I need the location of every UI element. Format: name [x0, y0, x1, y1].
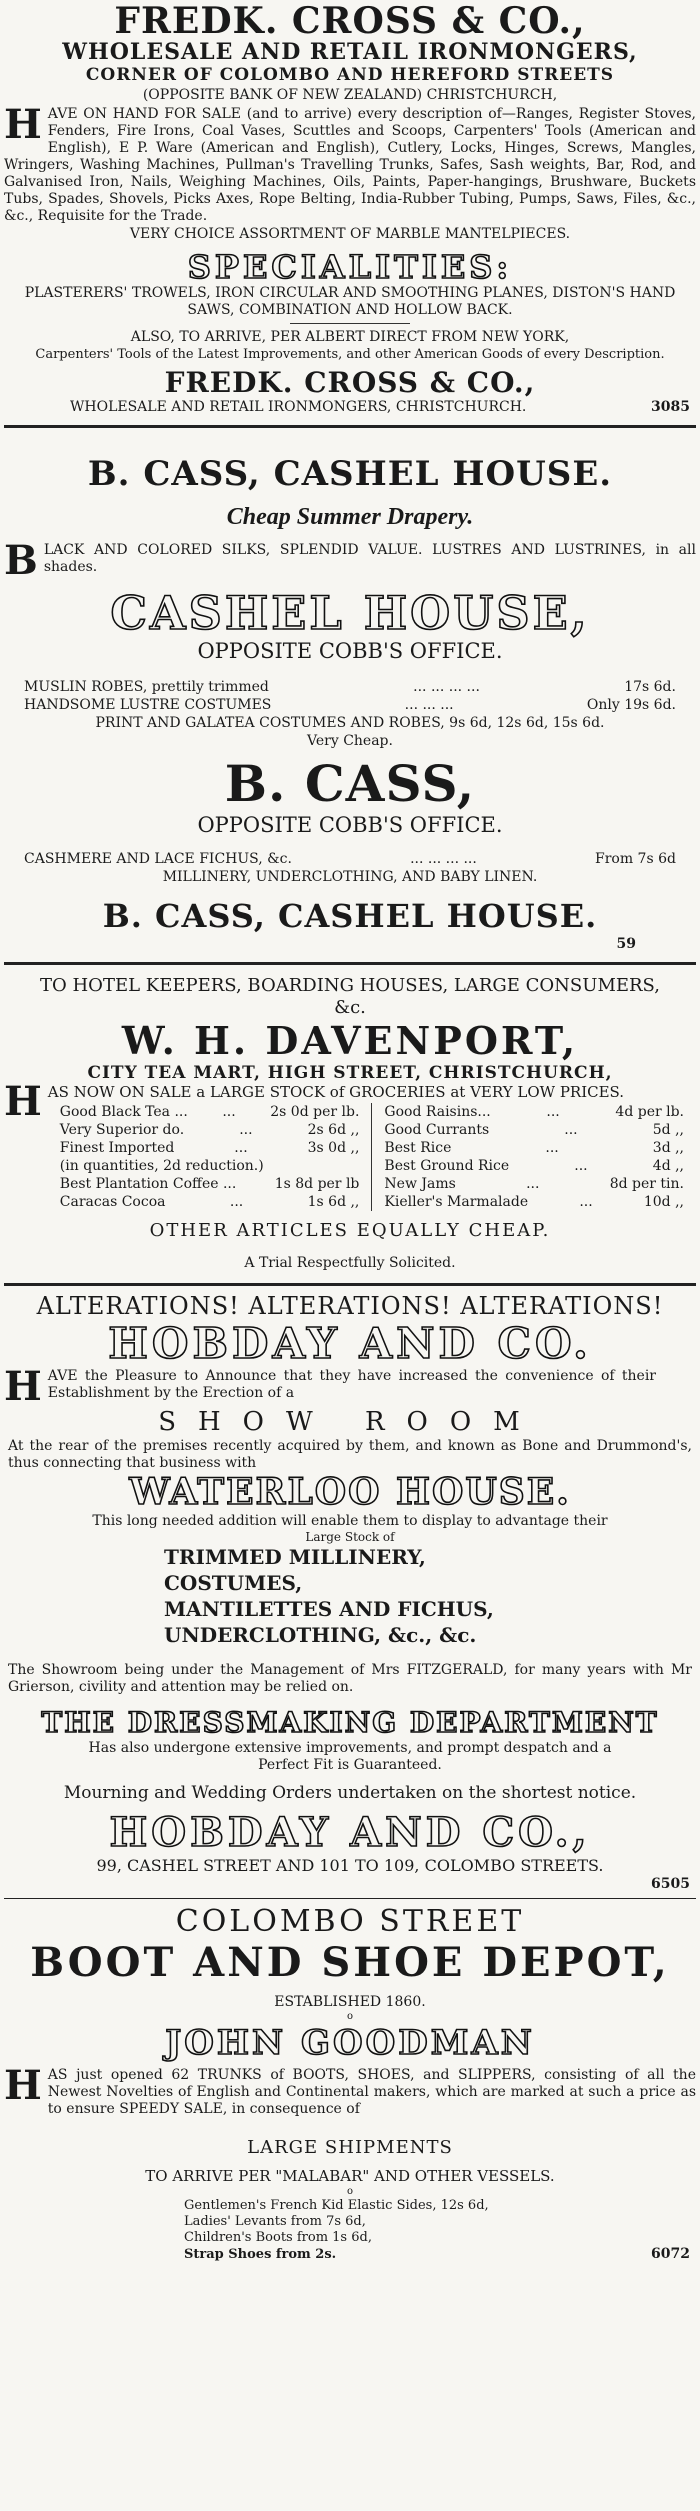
price-name: Good Black Tea ... [59, 1104, 188, 1120]
price-row [60, 1139, 360, 1157]
goodman-body-text: AS just opened 62 TRUNKS of BOOTS, SHOES, and SLIPPERS, consisting of all the Newest Novelties of English and Continental makers, which are marked at such a price as to ensure SPEEDY SALE, in consequence of [47, 2067, 696, 2117]
goodman-title: JOHN GOODMAN [165, 2023, 535, 2063]
price-row [60, 1157, 360, 1175]
hobday-footer: HOBDAY AND CO., [109, 1809, 591, 1856]
divider-2 [4, 962, 696, 965]
price-dots: ... [526, 1176, 540, 1192]
price-value: 4d ,, [652, 1158, 685, 1174]
price-row [384, 1157, 684, 1175]
davenport-right-col [372, 1103, 696, 1211]
price-row [384, 1121, 684, 1139]
cass-title: B. CASS, CASHEL HOUSE. [87, 454, 613, 494]
hobday-undergone: Has also undergone extensive improvements, and prompt despatch and a [88, 1740, 612, 1756]
divider-3 [4, 1283, 696, 1286]
price-value: 3d ,, [652, 1140, 685, 1156]
hobday-ref-row [4, 1876, 696, 1892]
price-row [384, 1139, 684, 1157]
cross-marble: VERY CHOICE ASSORTMENT OF MARBLE MANTELPIECES. [129, 226, 571, 242]
price-dots: ... [564, 1122, 578, 1138]
price-name: Best Ground Rice [384, 1158, 510, 1174]
hobday-stock-list [4, 1544, 696, 1648]
price-dots: ... [239, 1122, 253, 1138]
cass-item-name: MUSLIN ROBES, prettily trimmed [24, 679, 269, 695]
cass-opposite: OPPOSITE COBB'S OFFICE. [197, 639, 503, 663]
goodman-depot: BOOT AND SHOE DEPOT, [30, 1939, 670, 1986]
price-row [60, 1103, 360, 1121]
hobday-mourning: Mourning and Wedding Orders undertaken on the shortest notice. [63, 1783, 637, 1803]
price-row [384, 1175, 684, 1193]
price-row [384, 1193, 684, 1211]
cass-very-cheap: Very Cheap. [307, 733, 393, 749]
cass-millinery: MILLINERY, UNDERCLOTHING, AND BABY LINEN. [162, 869, 538, 885]
cass-cashmere: CASHMERE AND LACE FICHUS, &c. [24, 851, 292, 867]
price-row [384, 1103, 684, 1121]
cross-ref: 3085 [651, 399, 690, 415]
cross-footer-row [4, 399, 696, 415]
cross-footer-sub: WHOLESALE AND RETAIL IRONMONGERS, CHRISTCHURCH. [70, 399, 527, 415]
price-value: 10d ,, [643, 1194, 684, 1210]
cass-cashmere-row [4, 850, 696, 868]
price-value: 4d per lb. [615, 1104, 685, 1120]
davenport-sale-text: AS NOW ON SALE a LARGE STOCK of GROCERIES at VERY LOW PRICES. [47, 1083, 625, 1101]
hobday-advert [4, 1292, 696, 1892]
cross-title: FREDK. CROSS & CO., [114, 0, 586, 42]
hobday-ref: 6505 [651, 1876, 690, 1892]
hobday-dressmaking: THE DRESSMAKING DEPARTMENT [41, 1706, 659, 1739]
hobday-large-stock: Large Stock of [305, 1530, 395, 1544]
goodman-o2: o [346, 2186, 354, 2197]
price-value: 5d ,, [652, 1122, 684, 1138]
price-dots: ... [574, 1158, 588, 1174]
goodman-line: Children's Boots from 1s 6d, [184, 2230, 372, 2245]
goodman-line: Ladies' Levants from 7s 6d, [184, 2214, 366, 2229]
price-value: 1s 6d ,, [307, 1194, 360, 1210]
divider-4 [4, 1898, 696, 1899]
hobday-enable: This long needed addition will enable them to display to advantage their [92, 1513, 608, 1529]
cass-silks [4, 537, 696, 584]
hobday-waterloo: WATERLOO HOUSE. [129, 1471, 571, 1513]
cass-cheap: Cheap Summer Drapery. [226, 504, 474, 530]
cass-item-price: Only 19s 6d. [586, 697, 676, 713]
goodman-large: LARGE SHIPMENTS [247, 2137, 453, 2158]
cross-specialities: SPECIALITIES: [187, 248, 513, 286]
price-value: 3s 0d ,, [307, 1140, 360, 1156]
price-name: Good Raisins... [384, 1104, 491, 1120]
price-row [60, 1193, 360, 1211]
davenport-title: W. H. DAVENPORT, [121, 1018, 579, 1063]
price-name: New Jams [384, 1176, 456, 1192]
davenport-advert [4, 971, 696, 1273]
price-name: (in quantities, 2d reduction.) [59, 1158, 264, 1174]
cass-item-price: 17s 6d. [624, 679, 676, 695]
hobday-showroom: The Showroom being under the Management of Mrs FITZGERALD, for many years with Mr Grierson, civility and attention may be relied on. [8, 1662, 692, 1695]
stock-item: MANTILETTES AND FICHUS, [164, 1597, 494, 1621]
price-name: Caracas Cocoa [59, 1194, 166, 1210]
cass-dropcap: B [4, 537, 38, 584]
hobday-intro [4, 1363, 696, 1410]
goodman-established: ESTABLISHED 1860. [274, 1994, 426, 2010]
hobday-show: SHOW ROOM [158, 1407, 542, 1437]
cass-cashmere-dots: ... ... ... ... [410, 851, 477, 867]
cross-spec-text: PLASTERERS' TROWELS, IRON CIRCULAR AND SMOOTHING PLANES, DISTON'S HAND SAWS, COMBINATION AND HOLLOW BACK. [24, 285, 676, 318]
goodman-advert [4, 1905, 696, 2263]
cass-cashmere-price: From 7s 6d [595, 851, 676, 867]
price-name: Good Currants [384, 1122, 490, 1138]
cross-footer-title: FREDK. CROSS & CO., [164, 366, 536, 399]
price-value: 2s 0d per lb. [270, 1104, 360, 1120]
cass-item-dots: ... ... ... [404, 697, 454, 713]
cass-silks-text: LACK AND COLORED SILKS, SPLENDID VALUE. LUSTRES AND LUSTRINES, in all shades. [43, 542, 696, 575]
goodman-ref: 6072 [651, 2246, 690, 2262]
price-dots: ... [229, 1194, 244, 1210]
cass-item-name: HANDSOME LUSTRE COSTUMES [24, 697, 272, 713]
price-dots: ... [546, 1104, 560, 1120]
hobday-rear: At the rear of the premises recently acquired by them, and known as Bone and Drummond's, thus connecting that business with [8, 1438, 692, 1471]
cross-opposite: (OPPOSITE BANK OF NEW ZEALAND) CHRISTCHURCH, [142, 87, 558, 103]
price-dots: ... [234, 1140, 248, 1156]
cross-subtitle: WHOLESALE AND RETAIL IRONMONGERS, [62, 39, 638, 65]
davenport-trial: A Trial Respectfully Solicited. [244, 1255, 456, 1271]
cass-footer: B. CASS, CASHEL HOUSE. [102, 897, 598, 935]
cass-ref-row [4, 936, 696, 952]
price-row [60, 1175, 360, 1193]
cass-cashel: CASHEL HOUSE, [110, 586, 590, 640]
davenport-price-table [48, 1103, 696, 1211]
cross-advert [4, 0, 696, 415]
stock-item: UNDERCLOTHING, &c., &c. [164, 1623, 477, 1647]
cross-carpenters: Carpenters' Tools of the Latest Improvements, and other American Goods of every Description. [35, 347, 665, 362]
cross-short-rule [290, 323, 410, 324]
price-value: 8d per tin. [609, 1176, 684, 1192]
cass-print: PRINT AND GALATEA COSTUMES AND ROBES, 9s 6d, 12s 6d, 15s 6d. [95, 715, 605, 731]
goodman-line: Gentlemen's French Kid Elastic Sides, 12s 6d, [184, 2198, 489, 2213]
davenport-address: CITY TEA MART, HIGH STREET, CHRISTCHURCH, [87, 1063, 613, 1083]
price-name: Very Superior do. [59, 1122, 185, 1138]
goodman-dropcap: H [4, 2062, 42, 2109]
price-dots: ... [222, 1104, 236, 1120]
cass-bcass: B. CASS, [224, 754, 476, 813]
cass-item-0 [4, 678, 696, 696]
goodman-lines [4, 2198, 696, 2263]
goodman-line: Strap Shoes from 2s. [184, 2247, 337, 2262]
stock-item: TRIMMED MILLINERY, [164, 1545, 426, 1569]
cass-opposite2: OPPOSITE COBB'S OFFICE. [197, 813, 503, 837]
goodman-colombo: COLOMBO STREET [175, 1904, 525, 1939]
hobday-dropcap: H [4, 1363, 42, 1410]
hobday-title: HOBDAY AND CO. [108, 1319, 592, 1368]
hobday-alterations: ALTERATIONS! ALTERATIONS! ALTERATIONS! [36, 1292, 664, 1320]
goodman-o: o [346, 2011, 354, 2022]
davenport-dropcap: H [4, 1078, 42, 1125]
hobday-perfect: Perfect Fit is Guaranteed. [258, 1757, 442, 1773]
price-dots: ... [579, 1194, 593, 1210]
goodman-body [4, 2062, 696, 2118]
price-name: Best Rice [384, 1140, 452, 1156]
price-name: Best Plantation Coffee ... [59, 1176, 237, 1192]
price-value: 1s 8d per lb [274, 1176, 360, 1192]
cross-arrive: ALSO, TO ARRIVE, PER ALBERT DIRECT FROM NEW YORK, [130, 329, 570, 345]
cass-ref: 59 [616, 936, 636, 952]
stock-item: COSTUMES, [164, 1571, 303, 1595]
goodman-arrive: TO ARRIVE PER "MALABAR" AND OTHER VESSELS. [145, 2167, 555, 2185]
divider-1 [4, 425, 696, 428]
davenport-other: OTHER ARTICLES EQUALLY CHEAP. [149, 1220, 551, 1241]
davenport-left-col [48, 1103, 373, 1211]
goodman-last-row [184, 2246, 696, 2263]
price-name: Finest Imported [59, 1140, 175, 1156]
davenport-to: TO HOTEL KEEPERS, BOARDING HOUSES, LARGE CONSUMERS, &c. [40, 975, 660, 1018]
cass-item-1 [4, 696, 696, 714]
price-row [60, 1121, 360, 1139]
hobday-intro-text: AVE the Pleasure to Announce that they have increased the convenience of their Establishment by the Erection of a [47, 1368, 656, 1401]
price-name: Kieller's Marmalade [384, 1194, 529, 1210]
cross-dropcap: H [4, 101, 42, 148]
hobday-address: 99, CASHEL STREET AND 101 TO 109, COLOMBO STREETS. [96, 1856, 604, 1875]
cross-body-text: AVE ON HAND FOR SALE (and to arrive) every description of—Ranges, Register Stoves, Fenders, Fire Irons, Coal Vases, Scuttles and Scoops, Carpenters' Tools (American and English), E P. Ware (American and English), Cutlery, Locks, Hinges, Screws, Mangles, Wringers, Washing Machines, Pullman's Travelling Trunks, Safes, Sash weights, Bar, Rod, and Galvanised Iron, Nails, Weighing Machines, Oils, Paints, Paper-hangings, Brushware, Buckets Tubs, Spades, Shovels, Picks Axes, Rope Belting, India-Rubber Tubing, Pumps, Saws, Files, &c., &c., Requisite for the Trade. [4, 106, 696, 224]
price-value: 2s 6d ,, [307, 1122, 360, 1138]
price-dots: ... [545, 1140, 559, 1156]
cass-advert [4, 434, 696, 952]
cass-item-dots: ... ... ... ... [413, 679, 480, 695]
cross-body [4, 101, 696, 225]
cross-corner: CORNER OF COLOMBO AND HEREFORD STREETS [85, 65, 615, 85]
